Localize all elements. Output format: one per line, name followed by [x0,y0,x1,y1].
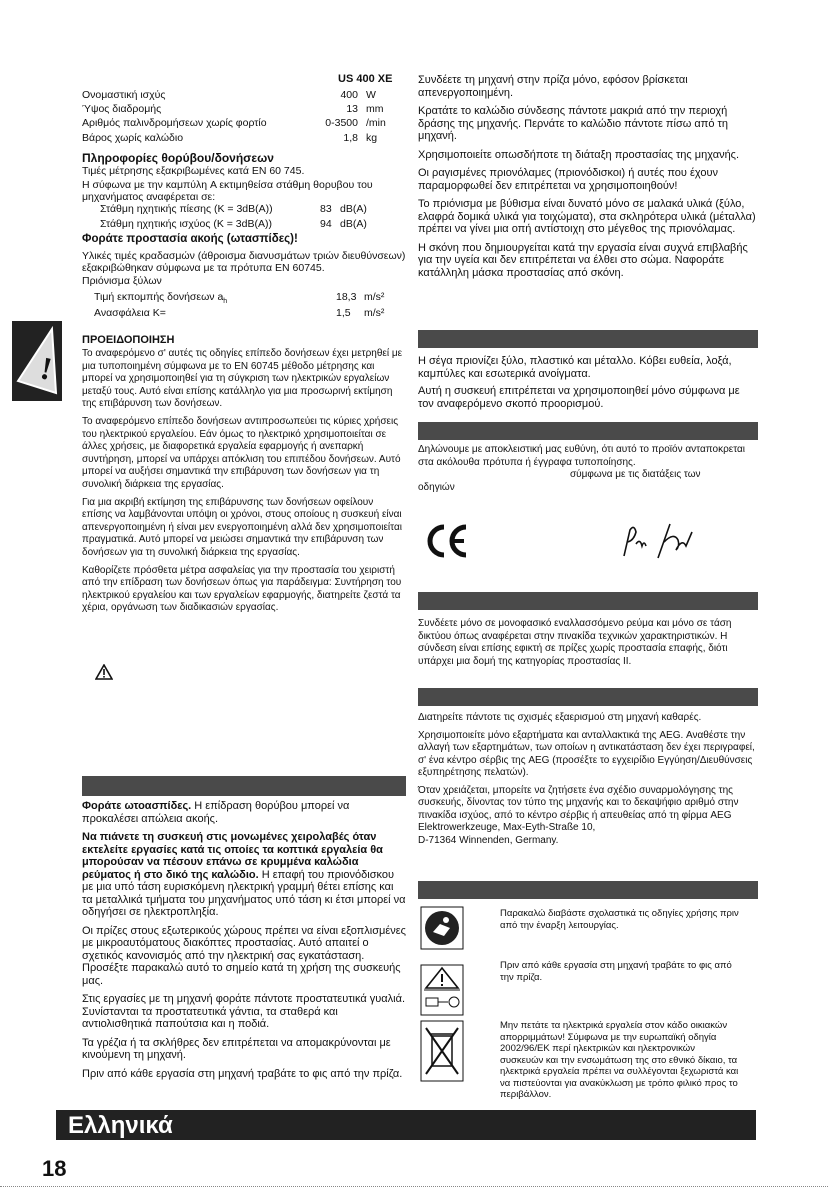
vibration-row [94,291,394,305]
spec-row [82,132,402,144]
weee-icon [420,1020,464,1087]
safety-paragraph [82,800,406,825]
spec-label: Ύψος διαδρομής [82,103,162,115]
bottom-rule [0,1186,828,1187]
noise-row [100,218,400,230]
warning-side-icon [14,323,60,404]
section-bar-maintenance [418,688,758,706]
vibration-row [94,307,394,321]
warning-triangle-icon [95,664,113,685]
maintenance-paragraph: Elektrowerkzeuge, Max-Eyth-Straße 10, [418,822,596,833]
spec-row [82,103,402,115]
maintenance-paragraph: D-71364 Winnenden, Germany. [418,834,559,846]
safety-paragraph [82,1068,406,1081]
noise-intro: Η σύφωνα με την καμπύλη A εκτιμηθείσα στάθμη θορυβου του μηχανήματος αναφέρεται σε: [82,179,373,203]
warning-heading: ΠΡΟΕΙΔΟΠΟΙΗΣΗ [82,334,175,346]
noise-value: 94 [320,218,332,230]
manual-icon [420,906,464,955]
noise-sub: Τιμές μέτρησης εξακριβωμένες κατά EN 60 745. [82,165,305,177]
vibration-label: Τιμή εκπομπής δονήσεων a [94,291,224,303]
section-bar-conformity [418,422,758,440]
noise-unit: dB(A) [340,218,367,230]
language-bar [56,1110,756,1140]
warning-paragraph: Το αναφερόμενο επίπεδο δονήσεων αντιπροσωπεύει τις κύριες χρήσεις του ηλεκτρικού εργαλείου. Εάν όμως το ηλεκτρικό χρησιμοποιείται σε άλλες χρήσεις, με διαφορετικά εργαλεία εφαρμογής ή ανεπαρκή συντήρηση, μπορεί να υπάρχει απόκλιση του επιπέδου δονήσεων. Αυτό μπορεί να αυξήσει σημαντικά την επιβάρυνση των δονήσεων για τη συνολική διάρκεια της εργασίας. [82,415,401,490]
safety-text: Πριν από κάθε εργασία στη μηχανή τραβάτε το φις από την πρίζα. [82,1067,403,1080]
spec-row [82,89,402,101]
safety-text: Η επίδραση θορύβου μπορεί να προκαλέσει απώλεια ακοής. [82,800,350,825]
maintenance-section [418,712,758,847]
section-bar-left [82,776,406,796]
spec-value: 400 [340,89,358,101]
unplug-icon [420,964,464,1021]
warning-paragraph: Το αναφερόμενο σ' αυτές τις οδηγίες επίπεδο δονήσεων έχει μετρηθεί με μια τυποποιημένη σύμφωνα με το EN 60745 μέθοδο μέτρησης και μπορεί να χρησιμοποιηθεί για τη σύγκριση των ηλεκτρικών εργαλείων μεταξύ τους. Αυτό είναι επίσης κατάλληλο για μια προσωρινή εκτίμηση της επιβάρυνση των δονήσεων. [82,348,403,410]
vibration-value: 1,5 [336,307,351,319]
spec-value: 13 [346,103,358,115]
spec-label: Ονομαστική ισχύς [82,89,166,101]
maintenance-paragraph: Όταν χρειάζεται, μπορείτε να ζητήσετε ένα σχέδιο συναρμολόγησης της συσκευής, δίνοντας τον τύπο της μηχανής και το δεκαψήφιο αριθμό στην πινακίδα ισχύος, από το κέντρο σέρβις ή απευθείας από τη φίρμα AEG [418,784,739,821]
safety-bold: Φοράτε ωτοασπίδες. [82,800,192,812]
vibration-sub-h: h [223,298,228,306]
signature [620,520,700,565]
vibration-value: 18,3 [336,291,357,303]
mains-text: Συνδέετε μόνο σε μονοφασικό εναλλασσόμενο ρεύμα και μόνο σε τάση δικτύου όπως αναφέρεται στην πινακίδα τεχνικών χαρακτηριστικών. Η σύνδεση είναι επίσης εφικτή σε πρίζες χωρίς προστασία επαφής, διότι υπάρχει μια δομή της κατηγορίας προστασίας II. [418,618,732,667]
noise-section [82,151,406,203]
spec-unit: kg [366,132,378,144]
usage-section [418,355,758,415]
section-bar-symbols [418,881,758,899]
vibration-intro: Υλικές τιμές κραδασμών (άθροισμα διανυσμάτων τριών διευθύνσεων) εξακριβώθηκαν σύμφωνα με τα πρότυπα EN 60745. [82,250,406,274]
language-label: Ελληνικά [68,1112,173,1139]
warning-section [82,334,406,620]
safety-paragraph-right: Η σκόνη που δημιουργείται κατά την εργασία είναι συχνά επιβλαβής για την υγεία και δεν επιτρέπεται να έλθει στο σώμα. Ναφοράτε κατάλληλη μάσκα προστασίας από σκόνη. [418,241,748,279]
side-tab [12,321,62,401]
conformity-text: Δηλώνουμε με αποκλειστική μας ευθύνη, ότι αυτό το προϊόν ανταποκρεται στα ακόλουθα πρότυπα ή έγγραφα τυποποίησης. [418,444,746,468]
maintenance-paragraph: Χρησιμοποιείτε μόνο εξαρτήματα και ανταλλακτικά της AEG. Αναθέστε την αλλαγή των εξαρτημάτων, των οποίων η αντικατάσταση δεν έχει περιγραφεί, σ' ένα κέντρο σέρβις της AEG (προσέξτε το εγχειρίδιο Εγγύηση/Διευθύνσεις εξυπηρέτησης πελατών). [418,729,755,778]
noise-value: 83 [320,203,332,215]
svg-text:!: ! [37,349,56,387]
noise-unit: dB(A) [340,203,367,215]
safety-paragraph [82,831,406,919]
spec-label: Αριθμός παλινδρομήσεων χωρίς φορτίο [82,117,267,129]
spec-value: 1,8 [343,132,358,144]
usage-paragraph: Αυτή η συσκευή επιτρέπεται να χρησιμοποιηθεί μόνο σύμφωνα με τον αναφερόμενο σκοπό προορισμού. [418,385,740,410]
symbol-text-weee: Μην πετάτε τα ηλεκτρικά εργαλεία στον κάδο οικιακών απορριμμάτων! Σύμφωνα με την ευρωπαϊκή οδηγία 2002/96/ΕΚ περί ηλεκτρικών και ηλεκτρονικών συσκευών και την ενσωμάτωση της στο εθνικό δίκαιο, τα ηλεκτρικά εργαλεία πρέπει να συλλέγονται ξεχωριστά και να πιστεύονται για ανακύκλωση με τρόπο φιλικό προς το περιβάλλον. [500,1020,739,1100]
noise-label: Στάθμη ηχητικής ισχύος (K = 3dB(A)) [100,218,272,230]
safety-paragraph-right: Χρησιμοποιείτε οπωσδήποτε τη διάταξη προστασίας της μηχανής. [418,148,740,161]
conformity-line3: οδηγιών [418,481,455,493]
ce-mark [425,524,469,563]
safety-right [418,74,758,285]
symbol-text-unplug: Πριν από κάθε εργασία στη μηχανή τραβάτε το φις από την πρίζα. [500,960,732,983]
noise-label: Στάθμη ηχητικής πίεσης (K = 3dB(A)) [100,203,273,215]
safety-paragraph-right: Συνδέετε τη μηχανή στην πρίζα μόνο, εφόσον βρίσκεται απενεργοποιημένη. [418,74,688,99]
safety-paragraph-right: Κρατάτε το καλώδιο σύνδεσης πάντοτε μακριά από την περιοχή δράσης της μηχανής. Περνάτε το καλώδιο πάντοτε πίσω από τη μηχανή. [418,105,728,142]
maintenance-paragraph: Διατηρείτε πάντοτε τις σχισμές εξαερισμού στη μηχανή καθαρές. [418,712,702,723]
safety-text: Οι πρίζες στους εξωτερικούς χώρους πρέπει να είναι εξοπλισμένες με μικροαυτόματους διακόπτες προστασίας. Αυτό απαιτεί ο σχετικός κανονισμός από την ηλεκτρική σας εγκατάσταση. Προσέξτε παρακαλώ αυτό το σημείο κατά τη χρήση της συσκευής μας. [82,924,406,987]
spec-unit: W [366,89,376,101]
section-bar-mains [418,592,758,610]
section-bar-usage [418,330,758,348]
vibration-label: Ανασφάλεια K= [94,307,166,319]
noise-heading: Πληροφορίες θορύβου/δονήσεων [82,151,274,165]
warning-paragraph: Για μια ακριβή εκτίμηση της επιβάρυνσης των δονήσεων οφείλουν επίσης να λαμβάνονται υπόψη οι χρόνοι, στους οποίους η συσκευή είναι απενεργοποιημένη ή είναι μεν ενεργοποιημένη αλλά δεν χρησιμοποιείται πραγματικά. Αυτό μπορεί να μειώσει σημαντικά την επιβάρυνση των δονήσεων για τη συνολική διάρκεια της εργασίας. [82,496,402,558]
usage-paragraph: Η σέγα πριονίζει ξύλο, πλαστικό και μέταλλο. Κόβει ευθεία, λοξά, καμπύλες και εσωτερικά ανοίγματα. [418,355,732,380]
safety-left [82,800,406,1086]
safety-paragraph-right: Οι ραγισμένες πριονόλαμες (πριονόδισκοι) ή αυτές που έχουν παραμορφωθεί δεν επιτρέπεται να χρησιμοποιηθούν! [418,167,719,192]
safety-paragraph [82,1037,406,1062]
noise-row [100,203,400,215]
spec-unit: mm [366,103,384,115]
model-name: US 400 XE [338,73,393,85]
conformity-section [418,444,758,494]
spec-value: 0-3500 [325,117,358,129]
safety-text: Στις εργασίες με τη μηχανή φοράτε πάντοτε προστατευτικά γυαλιά. Συνίστανται τα προστατευτικά γάντια, τα σταθερά και αντιολισθητικά παπούτσια και η ποδιά. [82,993,406,1030]
safety-paragraph [82,925,406,988]
conformity-line2: σύμφωνα με τις διατάξεις των [570,469,701,480]
safety-paragraph [82,993,406,1031]
vibration-unit: m/s² [364,291,385,303]
warning-paragraph: Καθορίζετε πρόσθετα μέτρα ασφαλείας για την προστασία του χειριστή από την επίδραση των δονήσεων όπως για παράδειγμα: Συντήρηση του ηλεκτρικού εργαλείου και των εργαλείων εφαρμογής, διατηρείτε ζεστά τα χέρια, οργάνωση των διαδικασιών εργασίας. [82,564,402,614]
spec-row [82,117,402,129]
safety-text: Η επαφή του πριονόδισκου με μια υπό τάση ευρισκόμενη ηλεκτρική γραμμή θέτει επίσης και τα μεταλλικά τμήματα του μηχανήματος υπό τάση κι έτσι μπορεί να οδηγήσει σε ηλεκτροπληξία. [82,868,406,918]
vibration-unit: m/s² [364,307,385,319]
safety-text: Τα γρέζια ή τα σκλήθρες δεν επιτρέπεται να απομακρύνονται με κινούμενη τη μηχανή. [82,1036,391,1061]
safety-bold: Να πιάνετε τη συσκευή στις μονωμένες χειρολαβές όταν εκτελείτε εργασίες κατά τις οποίες τα κοπτικά εργαλεία θα μπορούσαν να πέσουν επάνω σε κρυμμένα καλώδια ρεύματος ή στο δικό της καλώδιο. [82,831,383,881]
spec-label: Βάρος χωρίς καλώδιο [82,132,184,144]
page-number: 18 [42,1156,67,1181]
symbol-text-manual: Παρακαλώ διαβάστε σχολαστικά τις οδηγίες χρήσης πριν από την έναρξη λειτουργίας. [500,908,739,931]
vibration-sub: Πριόνισμα ξύλων [82,275,162,287]
hearing-protection-note: Φοράτε προστασία ακοής (ωτασπίδες)! [82,233,298,245]
spec-unit: /min [366,117,386,129]
safety-paragraph-right: Το πριόνισμα με βύθισμα είναι δυνατό μόνο σε μαλακά υλικά (ξύλο, ελαφρά δομικά υλικά για τοιχώματα), στα σκληρότερα υλικά (μέταλλα) πρέπει να γίνει μια οπή αντίστοιχη στο μέγεθος της πριονόλαμας. [418,198,756,235]
